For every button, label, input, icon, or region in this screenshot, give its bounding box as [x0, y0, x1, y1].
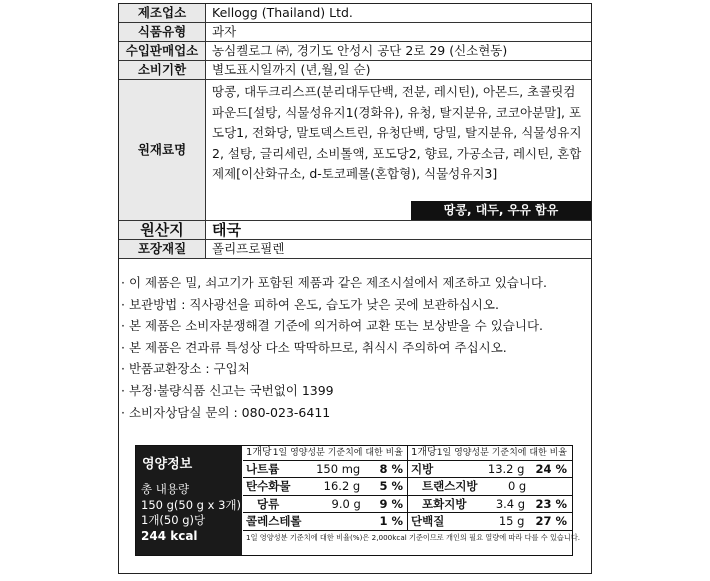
- info-row-expiry: [119, 61, 591, 80]
- nutrient-amount: [306, 513, 366, 529]
- nutrient-protein: [407, 513, 571, 529]
- ingredients-cell: [206, 80, 592, 221]
- nutrient-name: 단백질: [411, 514, 445, 529]
- nutrient-percent: 1 %: [379, 514, 403, 529]
- info-row-packaging: [119, 240, 591, 259]
- nutrient-name: 나트륨: [246, 462, 280, 476]
- nutrient-name: 콜레스테롤: [246, 514, 302, 529]
- info-row-manufacturer: [119, 4, 591, 23]
- importer-label: 수입판매업소: [119, 42, 206, 61]
- nutrient-amount: 0 g: [507, 479, 527, 494]
- nutrient-percent: 23 %: [535, 496, 567, 511]
- notice-item: · 소비자상담실 문의 : 080-023-6411: [121, 404, 331, 420]
- expiry-label: 소비기한: [119, 61, 206, 80]
- product-label: [118, 3, 592, 574]
- nutrition-facts-panel: [135, 445, 581, 556]
- nutrition-row: [243, 478, 572, 495]
- nutrition-header-row: [243, 446, 572, 461]
- nutrient-amount: 16.2 g: [323, 479, 361, 494]
- notice-list: [119, 272, 591, 423]
- notice-item: · 보관방법 : 직사광선을 피하여 온도, 습도가 낮은 곳에 보관하십시오.: [121, 296, 499, 312]
- allergen-badge: 땅콩, 대두, 우유 함유: [411, 201, 591, 220]
- nutrient-sugars: [243, 496, 407, 512]
- food-type-label: 식품유형: [119, 23, 206, 42]
- per-piece-header: 1개당: [411, 447, 437, 458]
- info-row-origin: [119, 221, 591, 240]
- notice-item: · 이 제품은 밀, 쇠고기가 포함된 제품과 같은 제조시설에서 제조하고 있습니다.: [121, 275, 547, 290]
- info-row-importer: [119, 42, 591, 61]
- ingredients-text: 땅콩, 대두크리스프(분리대두단백, 전분, 레시틴), 아몬드, 초콜릿컴파운드[설탕, 식물성유지1(경화유), 유청, 탈지분유, 코코아분말], 포도당1, 전화당, 말토덱스트린, 유청단백, 당밀, 탈지분유, 식물성유지2, 설탕, 글리세린, 소비톨액, 포도당2, 향료, 가공소금, 레시틴, 혼합제제[이산화규소, d-토코페롤(혼합형), 식물성유지3]: [212, 84, 582, 181]
- manufacturer-value: Kellogg (Thailand) Ltd.: [206, 4, 592, 23]
- nutrient-amount: 13.2 g: [487, 462, 525, 476]
- nutrient-name: 지방: [411, 462, 434, 476]
- nutrition-header-left: [243, 446, 407, 460]
- nutrient-trans-fat: [407, 478, 571, 494]
- nutrition-header-right: [407, 446, 571, 460]
- origin-value: 태국: [206, 221, 592, 240]
- daily-value-header: 1일 영양성분 기준치에 대한 비율: [436, 448, 567, 458]
- notice-item: · 본 제품은 소비자분쟁해결 기준에 의거하여 교환 또는 보상받을 수 있습니다.: [121, 318, 544, 334]
- nutrient-saturated-fat: [407, 496, 571, 512]
- nutrient-carbohydrate: [243, 478, 407, 494]
- notice-item: · 반품교환장소 : 구입처: [121, 361, 250, 377]
- nutrition-title: 영양정보: [142, 457, 193, 472]
- importer-value: 농심켈로그 ㈜, 경기도 안성시 공단 2로 29 (신소현동): [206, 42, 592, 61]
- notice-item: · 부정·불량식품 신고는 국번없이 1399: [121, 382, 334, 398]
- per-piece-header: 1개당: [246, 447, 272, 458]
- nutrient-percent: 24 %: [535, 462, 567, 476]
- info-row-ingredients: [119, 80, 591, 221]
- nutrient-cholesterol: [243, 513, 407, 529]
- food-type-value: 과자: [206, 23, 592, 42]
- serving-label: 1개(50 g)당: [141, 513, 206, 527]
- nutrient-percent: 8 %: [379, 462, 403, 476]
- nutrient-percent: 27 %: [535, 514, 567, 529]
- nutrient-percent: [532, 478, 571, 494]
- ingredients-label: 원재료명: [119, 80, 206, 221]
- nutrient-name: 당류: [257, 496, 280, 511]
- nutrient-fat: [407, 461, 571, 477]
- nutrition-row: [243, 513, 572, 530]
- nutrition-row: [243, 496, 572, 513]
- product-info-table: [119, 4, 591, 259]
- nutrition-row: [243, 461, 572, 478]
- nutrient-name: 포화지방: [422, 496, 467, 511]
- info-row-food-type: [119, 23, 591, 42]
- manufacturer-label: 제조업소: [119, 4, 206, 23]
- notice-item: · 본 제품은 견과류 특성상 다소 딱딱하므로, 취식시 주의하여 주십시오.: [121, 339, 507, 355]
- nutrient-percent: 5 %: [379, 479, 403, 494]
- nutrition-summary: [136, 446, 242, 555]
- calories-value: 244 kcal: [141, 528, 198, 543]
- packaging-value: 폴리프로필렌: [206, 240, 592, 259]
- nutrition-footnote: 1일 영양성분 기준치에 대한 비율(%)은 2,000kcal 기준이므로 개인의 필요 열량에 따라 다를 수 있습니다.: [246, 532, 581, 542]
- packaging-label: 포장재질: [119, 240, 206, 259]
- origin-label: 원산지: [119, 221, 206, 240]
- nutrient-name: 탄수화물: [246, 479, 291, 494]
- nutrient-amount: 3.4 g: [495, 496, 526, 511]
- nutrient-amount: 150 mg: [316, 462, 361, 476]
- nutrition-grid: [243, 446, 581, 544]
- nutrient-amount: 9.0 g: [331, 496, 361, 511]
- total-content-label: 총 내용량: [141, 482, 190, 496]
- total-content-value: 150 g(50 g x 3개): [141, 497, 242, 512]
- nutrient-name: 트랜스지방: [422, 479, 478, 494]
- expiry-value: 별도표시일까지 (년,월,일 순): [206, 61, 592, 80]
- nutrient-sodium: [243, 461, 407, 477]
- nutrient-amount: 15 g: [498, 514, 525, 529]
- daily-value-header: 1일 영양성분 기준치에 대한 비율: [272, 448, 403, 458]
- nutrient-percent: 9 %: [379, 496, 403, 511]
